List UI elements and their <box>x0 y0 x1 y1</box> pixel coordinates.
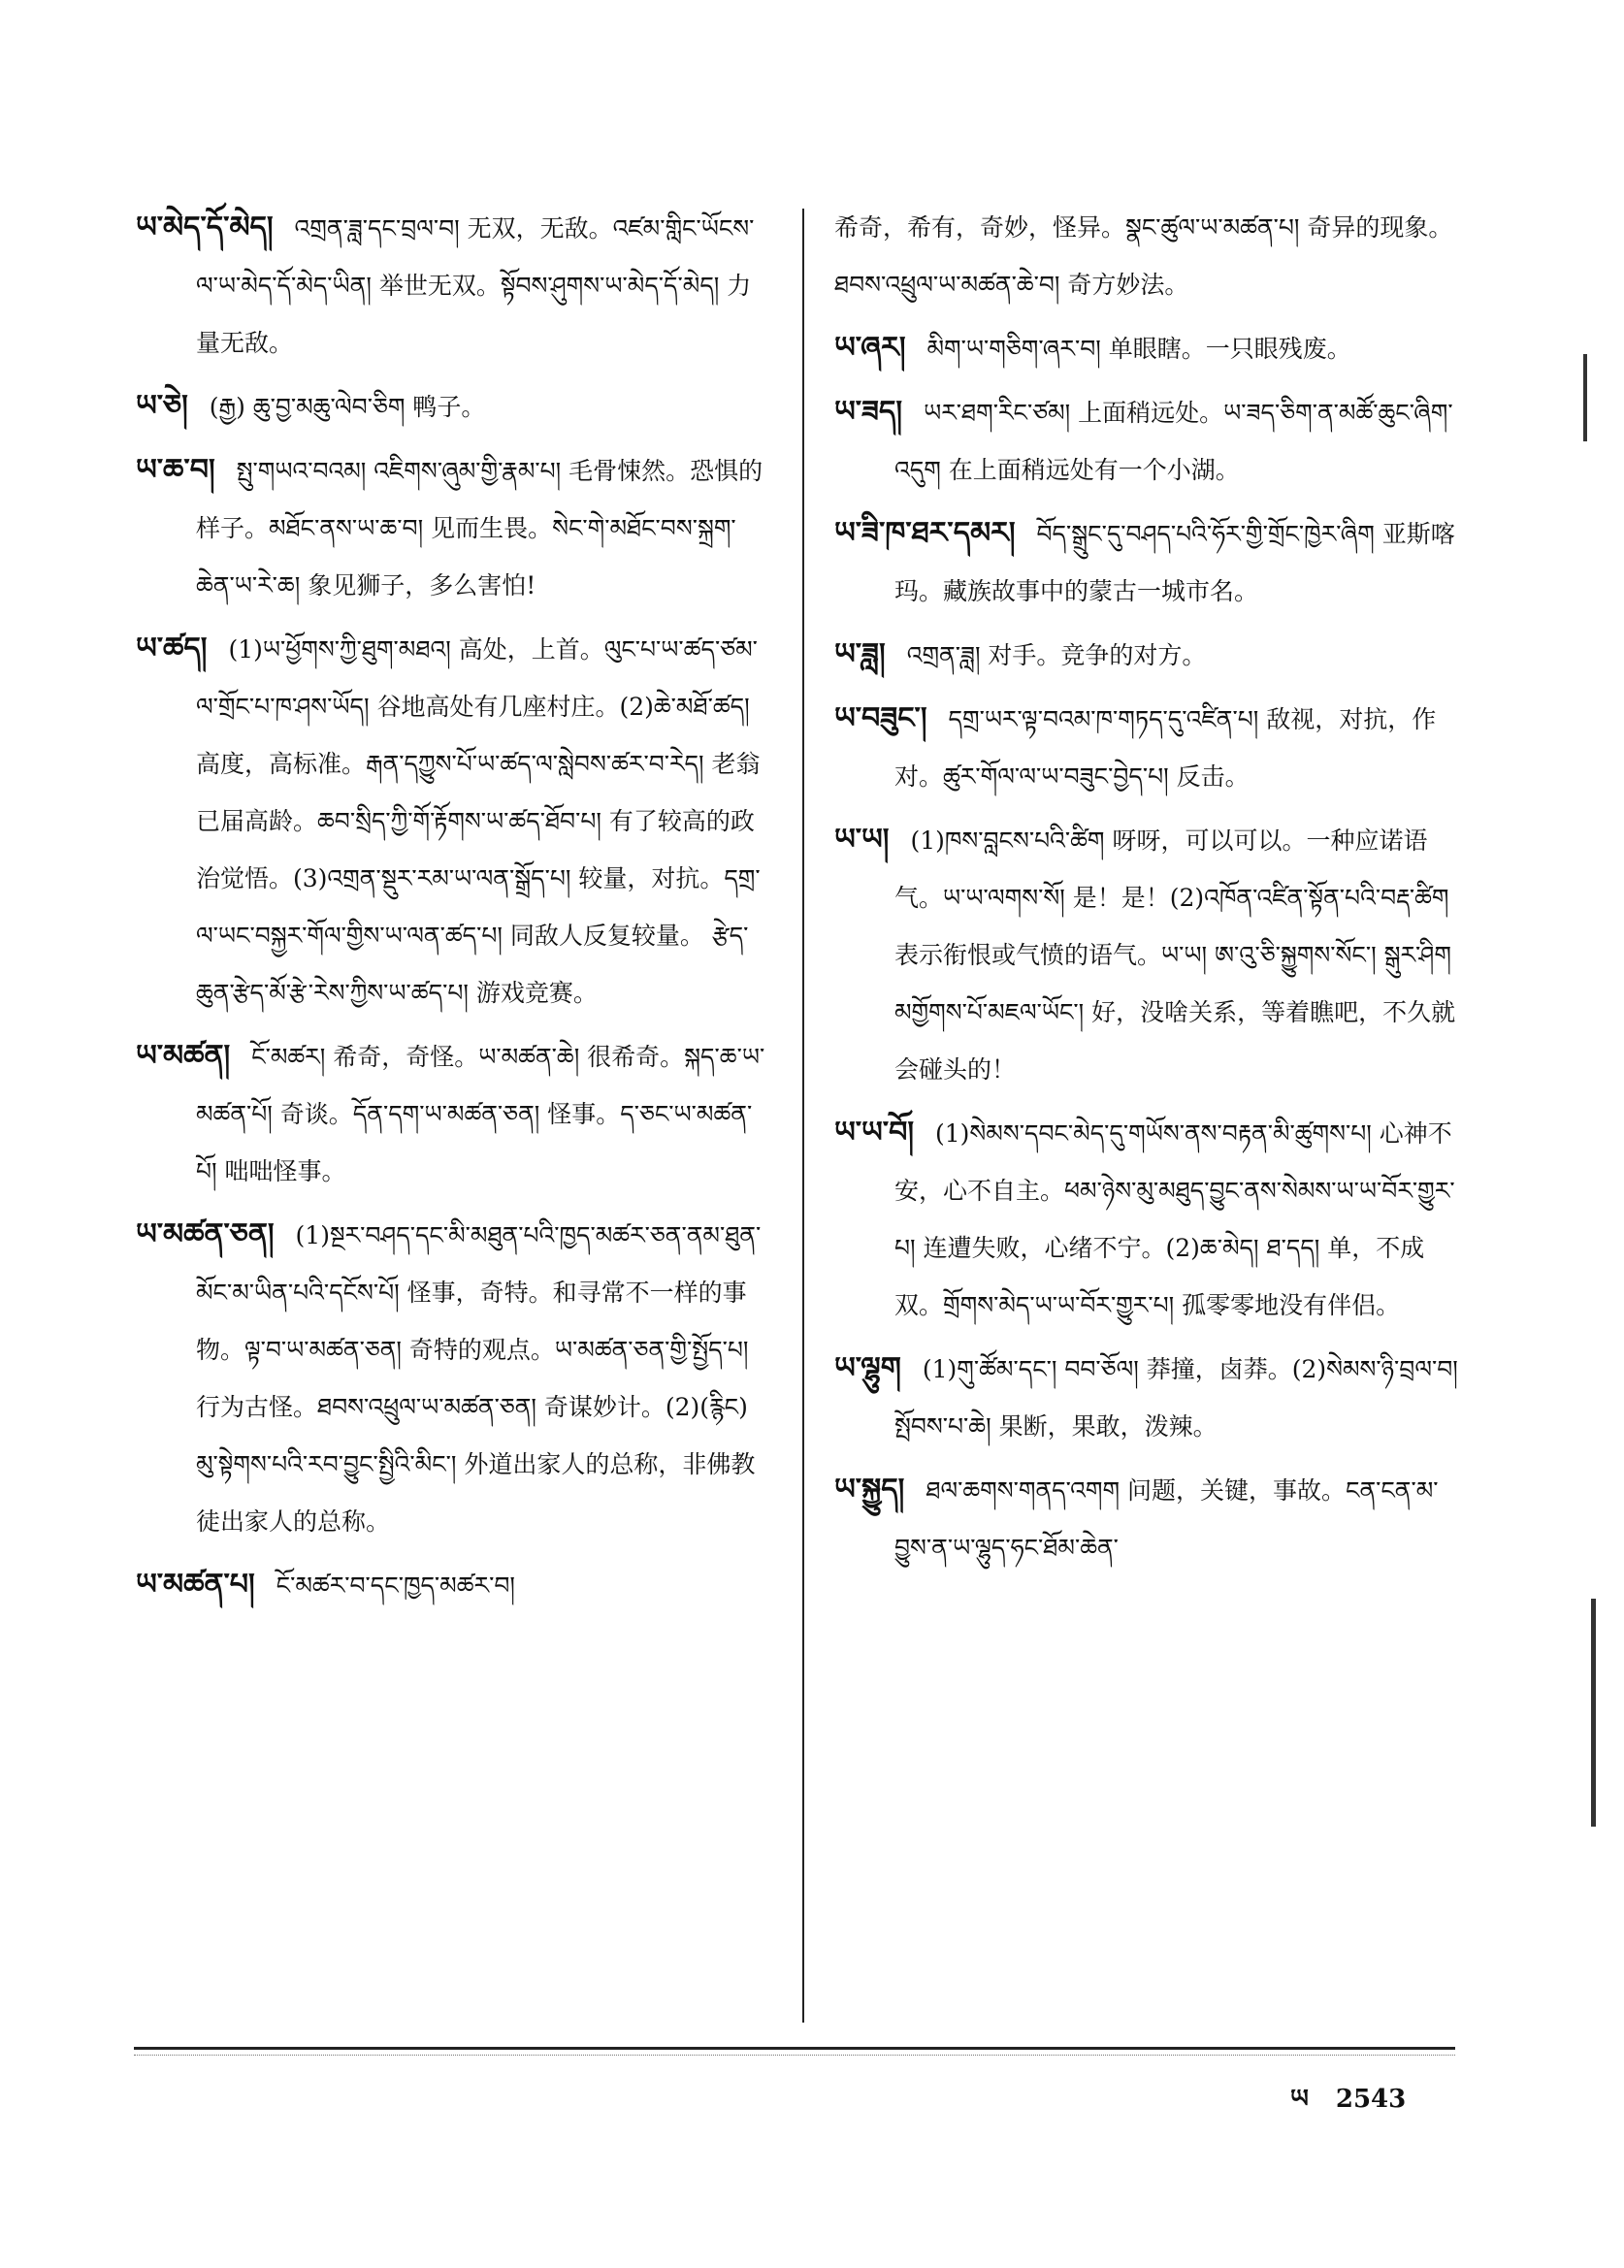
headword: ཡ་མེད་དོ་མེད། <box>136 211 274 244</box>
column-divider <box>802 209 804 2023</box>
definition: སྤུ་གཡའ་བའམ། འཇིགས་ཞུམ་གྱི་རྣམ་པ། 毛骨悚然。恐惧的样子。མཐོང་ནས་ཡ་ཆ་བ། 见而生畏。སེང་གེ་མཐོང་བས་སྐྲག་ཆེན་ཡ་རེ་ཆ། 象见狮子，多么害怕! <box>196 457 763 599</box>
dictionary-entry-continued <box>834 199 1465 313</box>
definition: (1)སེམས་དབང་མེད་དུ་གཡོས་ནས་བརྟན་མི་ཚུགས་པ། 心神不安，心不自主。ཕམ་ཉེས་མུ་མཐུད་བྱུང་ནས་སེམས་ཡ་ཡ་བོར་གྱུར་པ། 连遭失败，心绪不宁。(2)ཆ་མེད། ཐ་དད། 单，不成双。གྲོགས་མེད་ཡ་ཡ་བོར་གྱུར་པ། 孤零零地没有伴侣。 <box>894 1119 1455 1319</box>
right-column <box>834 199 1465 1582</box>
headword: ཡ་ཡ། <box>834 823 890 857</box>
definition: ཐལ་ཆགས་གནད་འགག 问题，关键，事故。ངན་ངན་མ་བྱུས་ན་ཡ་ལྷུད་ཧང་ཐོམ་ཆེན་ <box>894 1476 1439 1562</box>
dictionary-entry <box>834 1340 1465 1455</box>
dictionary-entry <box>834 626 1465 684</box>
definition: (1)གུ་ཚོམ་དང་། བབ་ཅོལ། 莽撞，卤莽。(2)སེམས་ཉི་བྲལ་བ། སྤོབས་པ་ཆེ། 果断，果敢，泼辣。 <box>894 1355 1458 1441</box>
dictionary-entry <box>834 383 1465 499</box>
margin-scan-mark <box>1583 354 1587 441</box>
dictionary-entry <box>834 1461 1465 1576</box>
definition: 希奇，希有，奇妙，怪异。སྣང་ཚུལ་ཡ་མཚན་པ། 奇异的现象。ཐབས་འཕྲུལ་ཡ་མཚན་ཆེ་བ། 奇方妙法。 <box>834 213 1453 299</box>
dictionary-entry <box>136 1027 771 1200</box>
headword: ཡ་ཡ་བོ། <box>834 1116 914 1150</box>
headword: ཡ་མཚན་པ། <box>136 1568 255 1602</box>
headword: ཡ་ཟླ། <box>834 637 886 671</box>
bottom-rule-dotted <box>134 2055 1455 2056</box>
headword: ཡ་ཅེ། <box>136 389 188 423</box>
bottom-rule <box>134 2047 1455 2050</box>
dictionary-entry <box>834 690 1465 805</box>
headword: ཡ་མཚན། <box>136 1039 231 1073</box>
headword: ཡ་ཆ་བ། <box>136 453 215 487</box>
headword: ཡ་ཚད། <box>136 632 208 665</box>
dictionary-entry <box>136 1556 771 1614</box>
headword: ཡ་སྐྱུད། <box>834 1473 905 1507</box>
dictionary-entry <box>136 199 771 372</box>
definition: འགྲན་ཟླ་དང་བྲལ་བ། 无双，无敌。འཛམ་གླིང་ཡོངས་ལ་ཡ་མེད་དོ་མེད་ཡིན། 举世无双。སྟོབས་ཤུགས་ཡ་མེད་དོ་མེད། 力量无敌。 <box>196 214 755 357</box>
section-letter: ཡ <box>1290 2085 1309 2114</box>
dictionary-entry <box>834 811 1465 1098</box>
headword: ཡ་ལྷུག <box>834 1351 901 1385</box>
dictionary-entry <box>834 319 1465 377</box>
headword: ཡ་ཟི་ཁ་ཐར་དམར། <box>834 516 1016 550</box>
definition: ངོ་མཚར་བ་དང་ཁྱད་མཚར་བ། <box>276 1571 515 1600</box>
definition: དགྲ་ཡར་ལྟ་བའམ་ཁ་གཏད་དུ་འཛིན་པ། 敌视，对抗，作对。ཚུར་གོལ་ལ་ཡ་བཟུང་བྱེད་པ། 反击。 <box>894 705 1437 791</box>
definition: མིག་ཡ་གཅིག་ཞར་བ། 单眼瞎。一只眼残废。 <box>926 335 1351 363</box>
definition: ཡར་ཐག་རིང་ཙམ། 上面稍远处。ཡ་ཟད་ཅིག་ན་མཚོ་ཆུང་ཞིག་འདུག 在上面稍远处有一个小湖。 <box>894 399 1453 484</box>
definition: (རྒྱ) ཆུ་བྱ་མཆུ་ལེབ་ཅིག 鸭子。 <box>209 393 486 421</box>
dictionary-entry <box>136 441 771 614</box>
dictionary-entry <box>136 377 771 436</box>
headword: ཡ་བཟུང་། <box>834 701 927 735</box>
definition: (1)སྔར་བཤད་དང་མི་མཐུན་པའི་ཁྱད་མཚར་ཅན་ནམ་ཐུན་མོང་མ་ཡིན་པའི་དངོས་པོ། 怪事，奇特。和寻常不一样的事物。ལྟ་བ་ཡ་མཚན་ཅན། 奇特的观点。ཡ་མཚན་ཅན་གྱི་སྤྱོད་པ། 行为古怪。ཐབས་འཕྲུལ་ཡ་མཚན་ཅན། 奇谋妙计。(2)(རྙིང) མུ་སྟེགས་པའི་རབ་བྱུང་སྤྱིའི་མིང་། 外道出家人的总称，非佛教徒出家人的总称。 <box>196 1221 762 1536</box>
definition: འགྲན་ཟླ། 对手。竞争的对方。 <box>906 641 1207 669</box>
definition: བོད་སྒྲུང་དུ་བཤད་པའི་ཧོར་གྱི་གྲོང་ཁྱེར་ཞིག 亚斯喀玛。藏族故事中的蒙古一城市名。 <box>894 520 1455 605</box>
page-number: 2543 <box>1335 2085 1407 2114</box>
definition: (1)ཁས་བླངས་པའི་ཚིག 呀呀，可以可以。一种应诺语气。ཡ་ཡ་ལགས་སོ། 是！是！(2)འཁོན་འཛིན་སྟོན་པའི་བརྡ་ཚིག 表示衔恨或气愤的语气。ཡ་ཡ། ཨ་འུ་ཅི་སྐྱུགས་སོང་། སྒུར་ཤིག མགྱོགས་པོ་མཇལ་ཡོང་། 好，没啥关系，等着瞧吧，不久就会碰头的！ <box>894 826 1456 1084</box>
page-footer <box>1290 2071 1406 2142</box>
dictionary-entry <box>136 620 771 1021</box>
dictionary-entry <box>136 1206 771 1550</box>
dictionary-entry <box>834 504 1465 620</box>
headword: ཡ་ཞར། <box>834 331 906 365</box>
definition: (1)ཡ་ཕྱོགས་ཀྱི་ཐུག་མཐའ། 高处，上首。ལུང་པ་ཡ་ཚད་ཙམ་ལ་གྲོང་པ་ཁ་ཤས་ཡོད། 谷地高处有几座村庄。(2)ཆེ་མཐོ་ཚད། 高度，高标准。རྒན་དཀྱུས་པོ་ཡ་ཚད་ལ་སླེབས་ཚར་བ་རེད། 老翁已届高龄。ཆབ་སྲིད་ཀྱི་གོ་རྟོགས་ཡ་ཚད་ཐོབ་པ། 有了较高的政治觉悟。(3)འགྲན་སྡུར་རམ་ཡ་ལན་སྒྲོད་པ། 较量，对抗。དགྲ་ལ་ཡང་བསྐྱར་གོལ་གྱིས་ཡ་ལན་ཚད་པ། 同敌人反复较量。 རྩེད་ཆུན་རྩེད་མོ་རྩེ་རེས་ཀྱིས་ཡ་ཚད་པ། 游戏竞赛。 <box>196 635 761 1007</box>
definition: ངོ་མཚར། 希奇，奇怪。ཡ་མཚན་ཆེ། 很希奇。སྐད་ཆ་ཡ་མཚན་པོ། 奇谈。དོན་དག་ཡ་མཚན་ཅན། 怪事。ད་ཅང་ཡ་མཚན་པོ། 咄咄怪事。 <box>196 1043 765 1185</box>
headword: ཡ་མཚན་ཅན། <box>136 1217 275 1251</box>
headword: ཡ་ཟད། <box>834 395 903 429</box>
left-column <box>136 199 771 1620</box>
margin-scan-mark <box>1591 1599 1596 1827</box>
dictionary-entry <box>834 1104 1465 1334</box>
